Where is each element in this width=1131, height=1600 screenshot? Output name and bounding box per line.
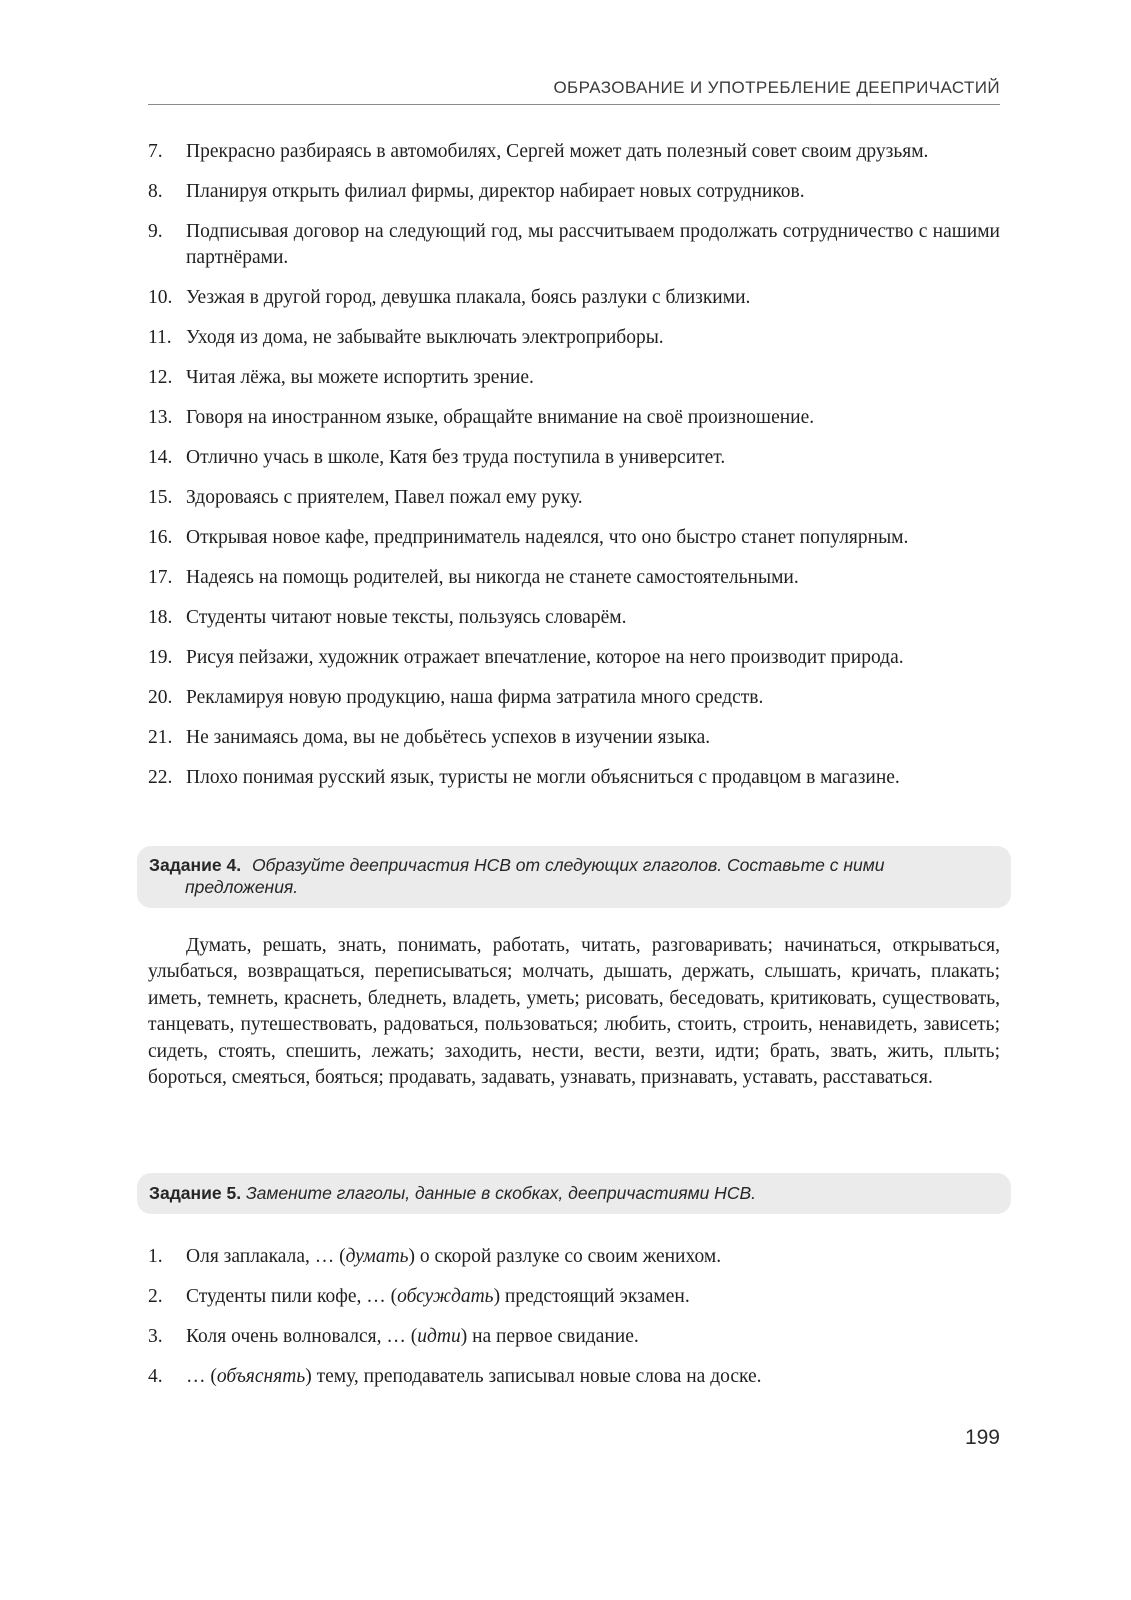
item-text-before: Студенты пили кофе, … ( [186,1286,398,1307]
item-verb: думать [345,1246,409,1267]
list-item [148,285,1000,311]
item-text: Планируя открыть филиал фирмы, директор набирает новых сотрудников. [186,181,805,202]
list-item [148,765,1000,791]
running-header: ОБРАЗОВАНИЕ И УПОТРЕБЛЕНИЕ ДЕЕПРИЧАСТИЙ [553,78,1000,97]
item-text-before: Коля очень волновался, … ( [186,1326,418,1347]
item-number: 21. [148,727,173,748]
item-text [186,1324,1000,1350]
item-text-after: ) предстоящий экзамен. [493,1286,690,1307]
task-5-instruction: Замените глаголы, данные в скобках, деепричастиями НСВ. [245,1183,756,1203]
item-text: Говоря на иностранном языке, обращайте внимание на своё произношение. [186,407,815,428]
item-number: 9. [148,221,163,242]
list-item [148,139,1000,165]
item-text: Уезжая в другой город, девушка плакала, боясь разлуки с близкими. [186,287,751,308]
item-text: Не занимаясь дома, вы не добьётесь успехов в изучении языка. [186,727,711,748]
item-text: Плохо понимая русский язык, туристы не могли объясниться с продавцом в магазине. [186,767,900,788]
exercise-item [148,1324,1000,1350]
task-4-instruction-cont: предложения. [185,877,299,897]
item-text: Здороваясь с приятелем, Павел пожал ему руку. [186,487,583,508]
item-number: 7. [148,141,163,162]
task-4-instruction: Образуйте деепричастия НСВ от следующих глаголов. Составьте с ними [251,855,885,875]
exercise-item [148,1284,1000,1310]
item-text [186,1364,1000,1390]
list-item [148,325,1000,351]
list-item [148,485,1000,511]
item-number: 15. [148,487,173,508]
task-4-box [137,846,1011,908]
header-divider [148,104,1000,105]
item-text-before: … ( [186,1366,217,1387]
item-text-after: ) тему, преподаватель записывал новые слова на доске. [305,1366,762,1387]
item-number: 4. [148,1366,163,1387]
item-number: 22. [148,767,173,788]
item-number: 3. [148,1326,163,1347]
exercise-5-list [148,1244,1000,1404]
item-number: 19. [148,647,173,668]
list-item [148,405,1000,431]
task-4-label: Задание 4. [149,855,242,875]
item-text: Рисуя пейзажи, художник отражает впечатление, которое на него производит природа. [186,647,904,668]
list-item [148,605,1000,631]
page-number: 199 [964,1426,1000,1449]
item-number: 11. [148,327,172,348]
item-number: 14. [148,447,173,468]
item-text: Рекламируя новую продукцию, наша фирма затратила много средств. [186,687,764,708]
sentence-list-continued [148,139,1000,805]
item-verb: обсуждать [397,1286,494,1307]
exercise-item [148,1244,1000,1270]
list-item [148,179,1000,205]
item-text: Студенты читают новые тексты, пользуясь словарём. [186,607,627,628]
item-number: 18. [148,607,173,628]
item-number: 16. [148,527,173,548]
item-number: 13. [148,407,173,428]
item-verb: идти [417,1326,461,1347]
list-item [148,565,1000,591]
exercise-item [148,1364,1000,1390]
item-text: Прекрасно разбираясь в автомобилях, Сергей может дать полезный совет своим друзьям. [186,141,929,162]
item-text: Открывая новое кафе, предприниматель надеялся, что оно быстро станет популярным. [186,527,909,548]
list-item [148,445,1000,471]
item-text-after: ) на первое свидание. [460,1326,639,1347]
task-5-label: Задание 5. [149,1183,242,1203]
item-number: 1. [148,1246,163,1267]
list-item [148,525,1000,551]
item-text: Подписывая договор на следующий год, мы рассчитываем продолжать сотрудничество с нашими партнёрами. [186,221,1000,268]
item-text: Читая лёжа, вы можете испортить зрение. [186,367,534,388]
item-number: 8. [148,181,163,202]
item-text-before: Оля заплакала, … ( [186,1246,346,1267]
item-text: Отлично учась в школе, Катя без труда поступила в университет. [186,447,726,468]
item-number: 20. [148,687,173,708]
item-text: Надеясь на помощь родителей, вы никогда не станете самостоятельными. [186,567,799,588]
list-item [148,685,1000,711]
item-text: Уходя из дома, не забывайте выключать электроприборы. [186,327,664,348]
item-number: 17. [148,567,173,588]
list-item [148,645,1000,671]
list-item [148,219,1000,271]
item-number: 10. [148,287,173,308]
item-text-after: ) о скорой разлуке со своим женихом. [408,1246,722,1267]
item-text [186,1244,1000,1270]
list-item [148,725,1000,751]
list-item [148,365,1000,391]
item-verb: объяснять [216,1366,306,1387]
item-number: 2. [148,1286,163,1307]
verb-list-paragraph: Думать, решать, знать, понимать, работать, читать, разговаривать; начинаться, открываться, улыбаться, возвращаться, переписываться; молчать, дышать, держать, слышать, кричать, плакать; иметь, темнеть, краснеть, бледнеть, владеть, уметь; рисовать, беседовать, критиковать, существовать, танцевать, путешествовать, радоваться, пользоваться; любить, стоить, строить, ненавидеть, зависеть; сидеть, стоять, спешить, лежать; заходить, нести, вести, везти, идти; брать, звать, жить, плыть; бороться, смеяться, бояться; продавать, задавать, узнавать, признавать, уставать, расставаться. [148,935,1000,1089]
task-5-box [137,1173,1011,1214]
item-number: 12. [148,367,173,388]
item-text [186,1284,1000,1310]
